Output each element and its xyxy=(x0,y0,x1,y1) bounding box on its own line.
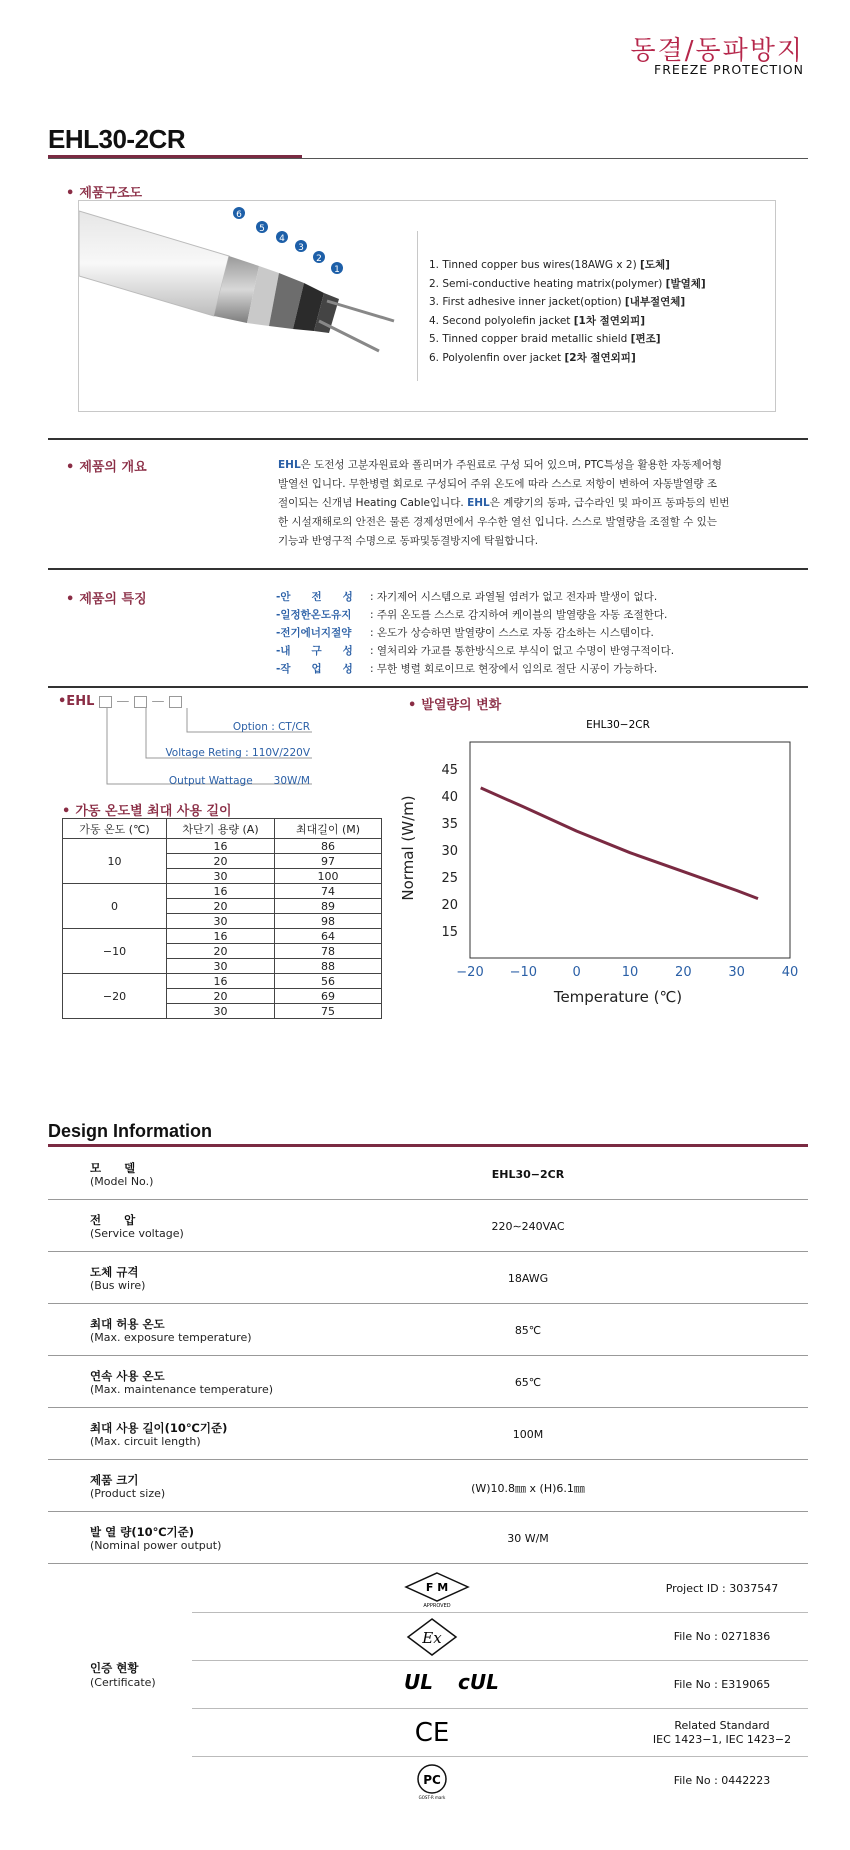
chart-xtick-label: 10 xyxy=(621,965,639,980)
svg-text:APPROVED: APPROVED xyxy=(423,1603,451,1609)
output-chart xyxy=(396,710,816,1010)
divider-2 xyxy=(48,568,808,570)
design-row-label-en: (Model No.) xyxy=(90,1175,154,1188)
chart-xtick-label: −10 xyxy=(509,965,538,980)
svg-text:PC: PC xyxy=(423,1773,441,1787)
chart-ytick-label: 40 xyxy=(441,790,458,805)
chart-xtick-label: −20 xyxy=(456,965,484,980)
feature-item: -내 구 성 : 열처리와 가교를 통한방식으로 부식이 없고 수명이 반영구적이다. xyxy=(276,645,675,657)
divider-1 xyxy=(48,438,808,440)
cert-label-cell: 인증 현황 (Certificate) xyxy=(90,1661,156,1689)
design-row-label-en: (Max. exposure temperature) xyxy=(90,1331,252,1344)
svg-text:cUL: cUL xyxy=(458,1670,499,1694)
table-row: −20 16 56 xyxy=(63,974,382,989)
svg-text:5: 5 xyxy=(259,224,265,234)
design-title-rule xyxy=(48,1144,808,1147)
code-option: Option : CT/CR xyxy=(232,721,310,733)
feature-item: -전기에너지절약 : 온도가 상승하면 발열량이 스스로 자동 감소하는 시스템이다. xyxy=(276,627,654,639)
design-row-value: 85℃ xyxy=(514,1324,542,1337)
features-list xyxy=(276,588,806,678)
chart-ytick-label: 15 xyxy=(441,925,458,940)
structure-divider xyxy=(417,231,418,381)
product-title: EHL30-2CR xyxy=(48,124,186,154)
cert-row xyxy=(192,1661,808,1709)
legend-item: 5. Tinned copper braid metallic shield [편조] xyxy=(429,333,661,345)
chart-xtick-label: 0 xyxy=(572,965,581,980)
chart-ytick-label: 25 xyxy=(441,871,458,886)
table-row: 10 16 86 xyxy=(63,839,382,854)
cert-row xyxy=(192,1757,808,1805)
ce-logo xyxy=(402,1713,462,1753)
ex-logo xyxy=(402,1617,462,1661)
design-title: Design Information xyxy=(48,1121,213,1141)
cert-info: File No : 0271836 xyxy=(673,1630,771,1643)
overview-text: EHL은 도전성 고분자원료와 폴리머가 주원료로 구성 되어 있으며, PTC특성을 활용한 자동제어형 발열선 입니다. 무한병렬 회로로 구성되어 주위 온도에 따라 스스로 저항이 변하여 자동발열량 조 절이되는 신개념 Heating Cable입니다. EHL은 계량기의 동파, 급수라인 및 파이프 동파등의 빈번 한 시설재해로의 안전은 물론 경제성면에서 우수한 열선 입니다. 스스로 발열량을 조절할 수 있는 기능과 반영구적 수명으로 동파및동결방지에 탁월합니다. xyxy=(278,459,730,547)
code-diagram: •EHL — — xyxy=(58,694,182,709)
design-row-value: EHL30−2CR xyxy=(491,1168,565,1181)
svg-text:1: 1 xyxy=(334,265,340,275)
chart-section-label: • 발열량의 변화 xyxy=(408,698,502,713)
design-row-value: (W)10.8㎜ x (H)6.1㎜ xyxy=(471,1482,585,1495)
chart-ytick-label: 20 xyxy=(441,898,458,913)
svg-text:Ex: Ex xyxy=(422,1629,442,1647)
chart-series-line xyxy=(481,788,758,899)
cert-info: File No : 0442223 xyxy=(673,1774,771,1787)
cable-structure-illustration xyxy=(79,201,409,411)
svg-text:2: 2 xyxy=(316,254,322,264)
design-row-value: 220∼240VAC xyxy=(491,1220,565,1233)
design-row-label-ko: 모 델 xyxy=(90,1161,136,1175)
chart-ytick-label: 35 xyxy=(441,817,458,832)
structure-label: • 제품구조도 xyxy=(66,186,143,201)
table-row: 20 89 xyxy=(63,899,382,914)
design-row-label-ko: 발 열 량(10℃기준) xyxy=(90,1525,194,1539)
fm-approved-logo xyxy=(402,1569,462,1613)
legend-item: 2. Semi-conductive heating matrix(polymer) [발열체] xyxy=(429,277,706,290)
structure-box xyxy=(78,200,776,412)
design-row-label-ko: 제품 크기 xyxy=(90,1473,139,1487)
design-row xyxy=(48,1252,808,1304)
table-row: 20 78 xyxy=(63,944,382,959)
ul-logo xyxy=(402,1665,499,1703)
code-voltage: Voltage Reting : 110V/220V xyxy=(165,747,310,759)
svg-text:6: 6 xyxy=(236,210,242,220)
legend-item: 6. Polyolenfin over jacket [2차 절연외피] xyxy=(429,351,636,364)
code-box-1 xyxy=(99,696,112,708)
table-header-row: 가동 온도 (℃) 차단기 용량 (A) 최대길이 (M) xyxy=(63,819,382,839)
table-row: 30 100 xyxy=(63,869,382,884)
code-output: Output Wattage 30W/M xyxy=(168,775,310,787)
chart-plot-frame xyxy=(470,742,790,958)
divider-3 xyxy=(48,686,808,688)
design-row-label-en: (Max. circuit length) xyxy=(90,1435,201,1448)
cert-row xyxy=(192,1709,808,1757)
legend-item: 3. First adhesive inner jacket(option) [내부절연체] xyxy=(429,296,686,308)
svg-text:4: 4 xyxy=(279,234,285,244)
svg-text:CE: CE xyxy=(414,1718,450,1748)
title-accent-rule xyxy=(48,155,302,158)
design-row xyxy=(48,1148,808,1200)
legend-item: 4. Second polyolefin jacket [1차 절연외피] xyxy=(429,314,646,327)
code-box-3 xyxy=(169,696,182,708)
svg-text:F M: F M xyxy=(425,1581,449,1594)
gost-logo xyxy=(402,1761,462,1805)
design-row-label-en: (Product size) xyxy=(90,1487,166,1500)
design-row xyxy=(48,1460,808,1512)
chart-xtick-label: 20 xyxy=(675,965,692,980)
table-row: −10 16 64 xyxy=(63,929,382,944)
design-row-label-en: (Service voltage) xyxy=(90,1227,184,1240)
design-row-label-ko: 최대 사용 길이(10℃기준) xyxy=(90,1421,228,1435)
design-row-label-ko: 연속 사용 온도 xyxy=(90,1369,165,1383)
feature-item: -작 업 성 : 무한 병렬 회로이므로 현장에서 임의로 절단 시공이 가능하다. xyxy=(276,663,658,675)
design-row-value: 18AWG xyxy=(507,1272,549,1285)
design-row-value: 30 W/M xyxy=(507,1532,549,1545)
design-row-label-ko: 최대 허용 온도 xyxy=(90,1317,165,1331)
cert-info: Related Standard IEC 1423−1, IEC 1423−2 xyxy=(652,1719,792,1746)
cert-info: Project ID : 3037547 xyxy=(665,1582,779,1595)
feature-item: -안 전 성 : 자기제어 시스템으로 과열될 염려가 없고 전자파 발생이 없다. xyxy=(276,591,658,603)
title-rule xyxy=(48,158,808,159)
chart-ytick-label: 30 xyxy=(441,844,458,859)
feature-item: -일정한온도유지 : 주위 온도를 스스로 감지하여 케이블의 발열량을 자동 조절한다. xyxy=(276,609,668,621)
section-title-en: FREEZE PROTECTION xyxy=(654,62,804,77)
design-row xyxy=(48,1512,808,1564)
cert-row xyxy=(192,1613,808,1661)
table-row: 20 97 xyxy=(63,854,382,869)
chart-xlabel: Temperature (℃) xyxy=(553,988,683,1006)
design-row xyxy=(48,1304,808,1356)
chart-title: EHL30−2CR xyxy=(586,719,650,731)
structure-legend xyxy=(429,256,706,367)
section-title-ko: 동결/동파방지 xyxy=(630,36,804,66)
chart-ytick-label: 45 xyxy=(441,763,458,778)
svg-text:GOST-R mark: GOST-R mark xyxy=(418,1795,446,1800)
chart-xtick-label: 30 xyxy=(728,965,745,980)
design-row xyxy=(48,1356,808,1408)
design-row xyxy=(48,1200,808,1252)
overview-label: • 제품의 개요 xyxy=(66,460,147,475)
svg-text:3: 3 xyxy=(298,243,304,253)
design-row xyxy=(48,1408,808,1460)
length-table xyxy=(62,818,382,1019)
table-row: 20 69 xyxy=(63,989,382,1004)
svg-text:UL: UL xyxy=(404,1670,433,1694)
cert-info: File No : E319065 xyxy=(673,1678,771,1691)
table-row: 0 16 74 xyxy=(63,884,382,899)
design-row-value: 100M xyxy=(512,1428,544,1441)
design-row-label-ko: 전 압 xyxy=(90,1213,136,1227)
design-row-label-en: (Max. maintenance temperature) xyxy=(90,1383,274,1396)
design-row-label-en: (Bus wire) xyxy=(90,1279,146,1292)
code-box-2 xyxy=(134,696,147,708)
design-row-label-ko: 도체 규격 xyxy=(90,1265,139,1279)
cert-row xyxy=(192,1565,808,1613)
legend-item: 1. Tinned copper bus wires(18AWG x 2) [도체] xyxy=(429,259,670,271)
table-row: 30 98 xyxy=(63,914,382,929)
chart-xtick-label: 40 xyxy=(781,965,799,980)
design-row-value: 65℃ xyxy=(514,1376,542,1389)
table-row: 30 88 xyxy=(63,959,382,974)
chart-ylabel: Normal (W/m) xyxy=(399,795,417,901)
design-row-label-en: (Nominal power output) xyxy=(90,1539,222,1552)
features-label: • 제품의 특징 xyxy=(66,592,147,607)
length-table-label: • 가동 온도별 최대 사용 길이 xyxy=(62,804,232,819)
table-row: 30 75 xyxy=(63,1004,382,1019)
